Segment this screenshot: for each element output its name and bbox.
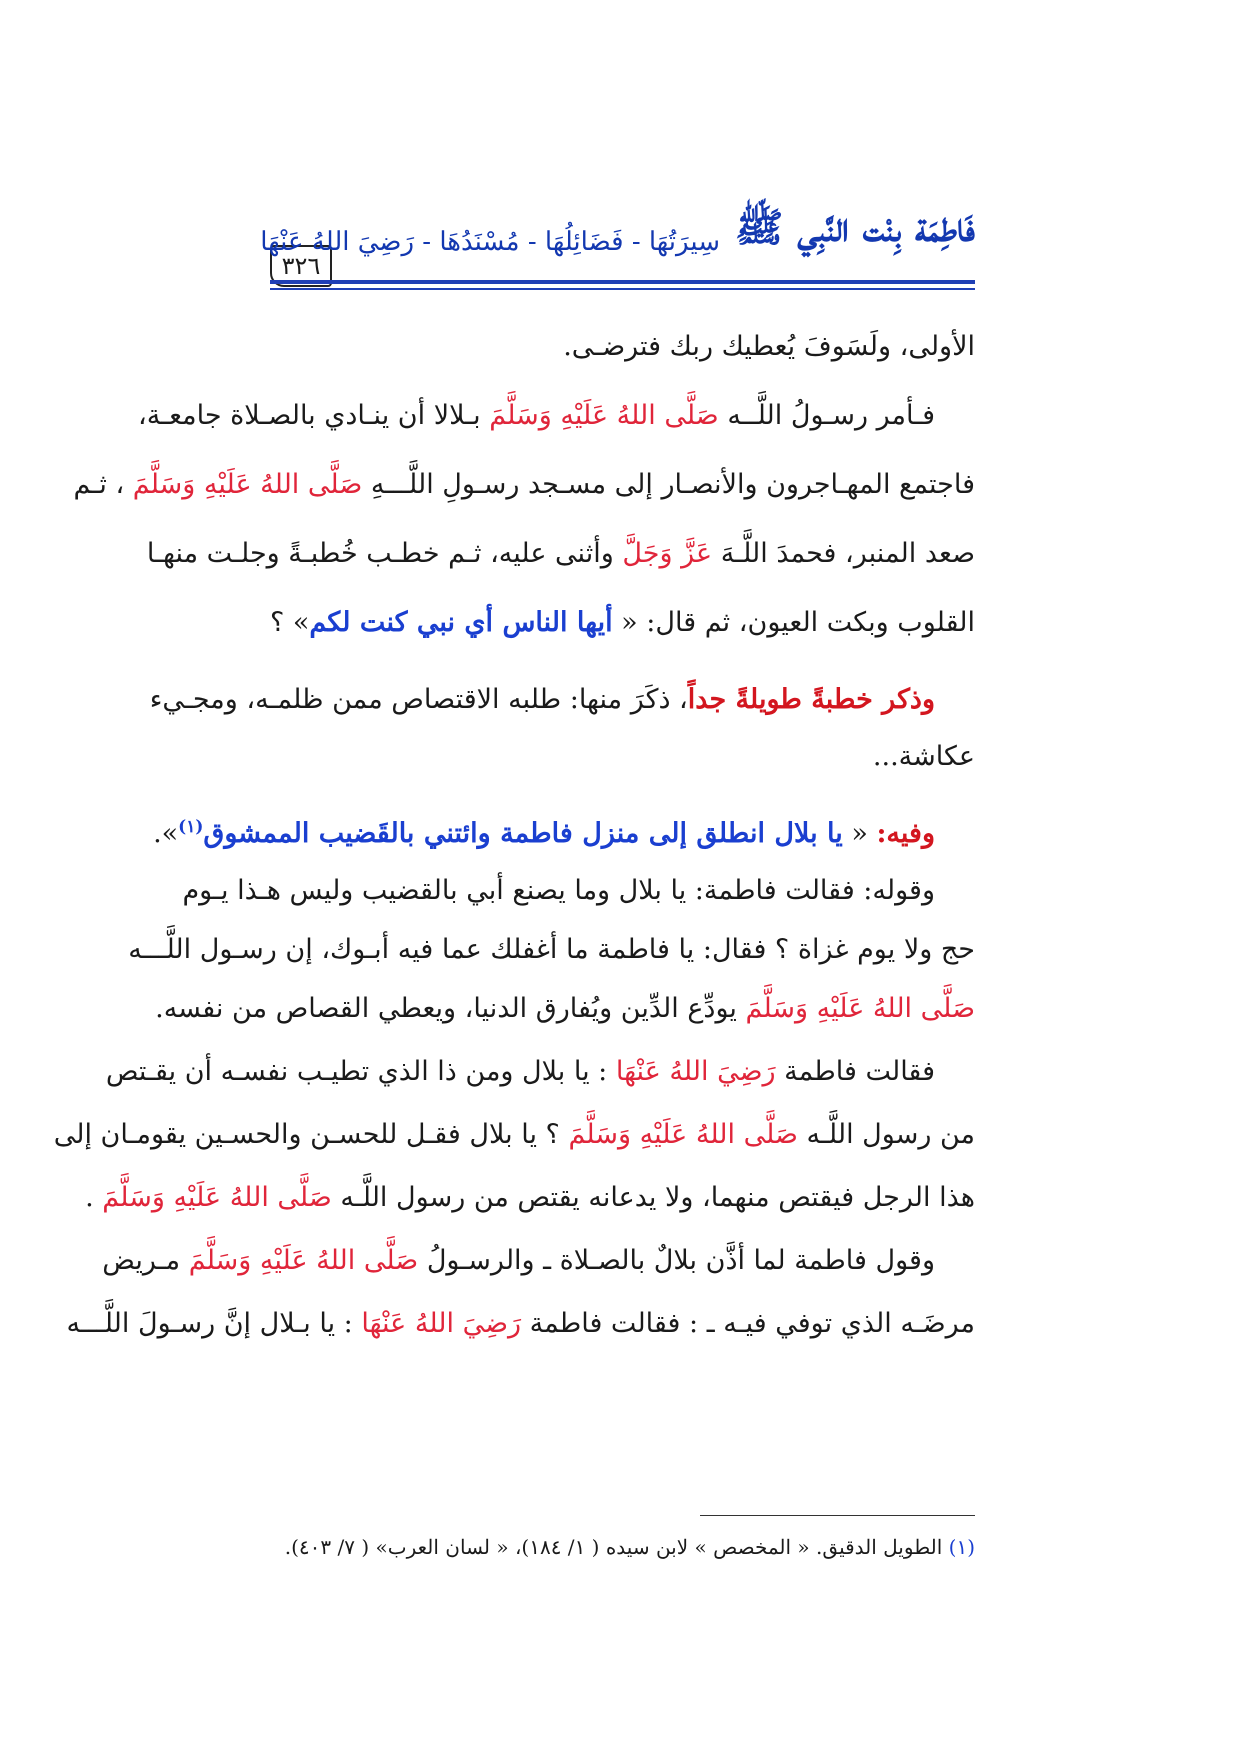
text-run: وأثنى عليه، ثـم خطـب خُطبـةً وجلـت منهـا (146, 538, 623, 569)
honorific: رَضِيَ اللهُ عَنْهَا (361, 1308, 522, 1339)
body-text (53, 318, 975, 1352)
honorific: صَلَّى اللهُ عَلَيْهِ وَسَلَّمَ (489, 400, 719, 431)
text-run: يودِّع الدِّين ويُفارق الدنيا، ويعطي القصاص من نفسه. (155, 993, 746, 1024)
text-run: وقول فاطمة لما أذَّن بلالٌ بالصـلاة ـ والرسـولُ (418, 1245, 935, 1276)
footnote-separator (700, 1515, 975, 1516)
text-run: هذا الرجل فيقتص منهما، ولا يدعانه يقتص من رسول اللَّـه (331, 1182, 975, 1213)
text-run: مرضَـه الذي توفي فيـه ـ : فقالت فاطمة (521, 1308, 975, 1339)
honorific: صَلَّى اللهُ عَلَيْهِ وَسَلَّمَ (102, 1182, 332, 1213)
header-rule-thick (270, 280, 975, 284)
text-run: » ؟ (269, 607, 310, 638)
text-run: فقالت فاطمة (775, 1056, 935, 1087)
text-run: فاجتمع المهـاجرون والأنصـار إلى مسـجد رسـولِ اللَّـــهِ (362, 469, 975, 500)
text-run: فـأمر رسـولُ اللَّــه (718, 400, 935, 431)
text-line (138, 387, 975, 444)
text-run: عكاشة... (872, 741, 975, 772)
honorific: صَلَّى اللهُ عَلَيْهِ وَسَلَّمَ (568, 1119, 798, 1150)
text-line (105, 1043, 975, 1100)
footnote (284, 1535, 975, 1559)
honorific: صَلَّى اللهُ عَلَيْهِ وَسَلَّمَ (132, 469, 363, 500)
hadith-quote: يا بلال انطلق إلى منزل فاطمة وائتني بالقَضيب الممشوق (203, 818, 843, 849)
text-run: ، ثـم (73, 469, 133, 500)
honorific: عَزَّ وَجَلَّ (622, 538, 713, 569)
text-line (128, 921, 975, 978)
hadith-quote: أيها الناس أي نبي كنت لكم (309, 607, 613, 638)
text-run: الأولى، ولَسَوفَ يُعطيك ربك فترضـى. (563, 331, 975, 362)
text-line (155, 980, 975, 1037)
honorific: صَلَّى اللهُ عَلَيْهِ وَسَلَّمَ (745, 993, 975, 1024)
header-rule-thin (270, 288, 975, 290)
text-line (85, 1169, 975, 1226)
footnote-text: الطويل الدقيق. « المخصص » لابن سيده ( ١/ ١٨٤)، « لسان العرب» ( ٧/ ٤٠٣). (284, 1535, 949, 1559)
honorific: صَلَّى اللهُ عَلَيْهِ وَسَلَّمَ (188, 1245, 419, 1276)
text-run: : يا بلال ومن ذا الذي تطيـب نفسـه أن يقـتص (105, 1056, 616, 1087)
text-line (73, 456, 975, 513)
text-run: : يا بـلال إنَّ رسـولَ اللَّـــه (66, 1308, 362, 1339)
text-run: صعد المنبر، فحمدَ اللَّـهَ (712, 538, 975, 569)
text-run: وقوله: فقالت فاطمة: يا بلال وما يصنع أبي بالقضيب وليس هـذا يـوم (182, 875, 935, 906)
text-line (245, 728, 975, 785)
text-run: مـريض (102, 1245, 189, 1276)
footnote-number: (١) (948, 1535, 975, 1559)
text-line (53, 1106, 975, 1163)
footnote-marker: (١) (178, 817, 204, 837)
text-run: ؟ يا بلال فقـل للحسـن والحسـين يقومـان إلى (53, 1119, 569, 1150)
text-line (245, 318, 975, 375)
page-number: ٣٢٦ (270, 245, 332, 287)
text-run: « (842, 818, 877, 849)
text-run: ، ذكَرَ منها: طلبه الاقتصاص ممن ظلمـه، ومجـيء (149, 684, 688, 715)
text-run: ». (153, 818, 179, 849)
book-subtitle: سِيرَتُهَا - فَضَائِلُهَا - مُسْنَدُهَا - رَضِيَ اللهُ عَنْهَا (260, 227, 720, 257)
highlight-phrase: وذكر خطبةً طويلةً جداً (687, 684, 935, 715)
book-title: فَاطِمَة بِنْت النَّبِي ﷺ (735, 204, 975, 251)
text-run: . (85, 1182, 103, 1213)
honorific: رَضِيَ اللهُ عَنْهَا (615, 1056, 776, 1087)
text-line (66, 1295, 975, 1352)
text-line (182, 862, 975, 919)
text-line (146, 525, 975, 582)
text-line (153, 805, 975, 862)
page-header (260, 195, 975, 293)
text-line (245, 594, 975, 651)
text-run: من رسول اللَّـه (797, 1119, 975, 1150)
text-line (149, 671, 975, 728)
text-line (102, 1232, 975, 1289)
highlight-phrase: وفيه: (876, 818, 935, 849)
text-run: بـلالا أن ينـادي بالصـلاة جامعـة، (138, 400, 490, 431)
text-run: القلوب وبكت العيون، ثم قال: « (612, 607, 975, 638)
text-run: حج ولا يوم غزاة ؟ فقال: يا فاطمة ما أغفلك عما فيه أبـوك، إن رسـول اللَّـــه (128, 934, 975, 965)
